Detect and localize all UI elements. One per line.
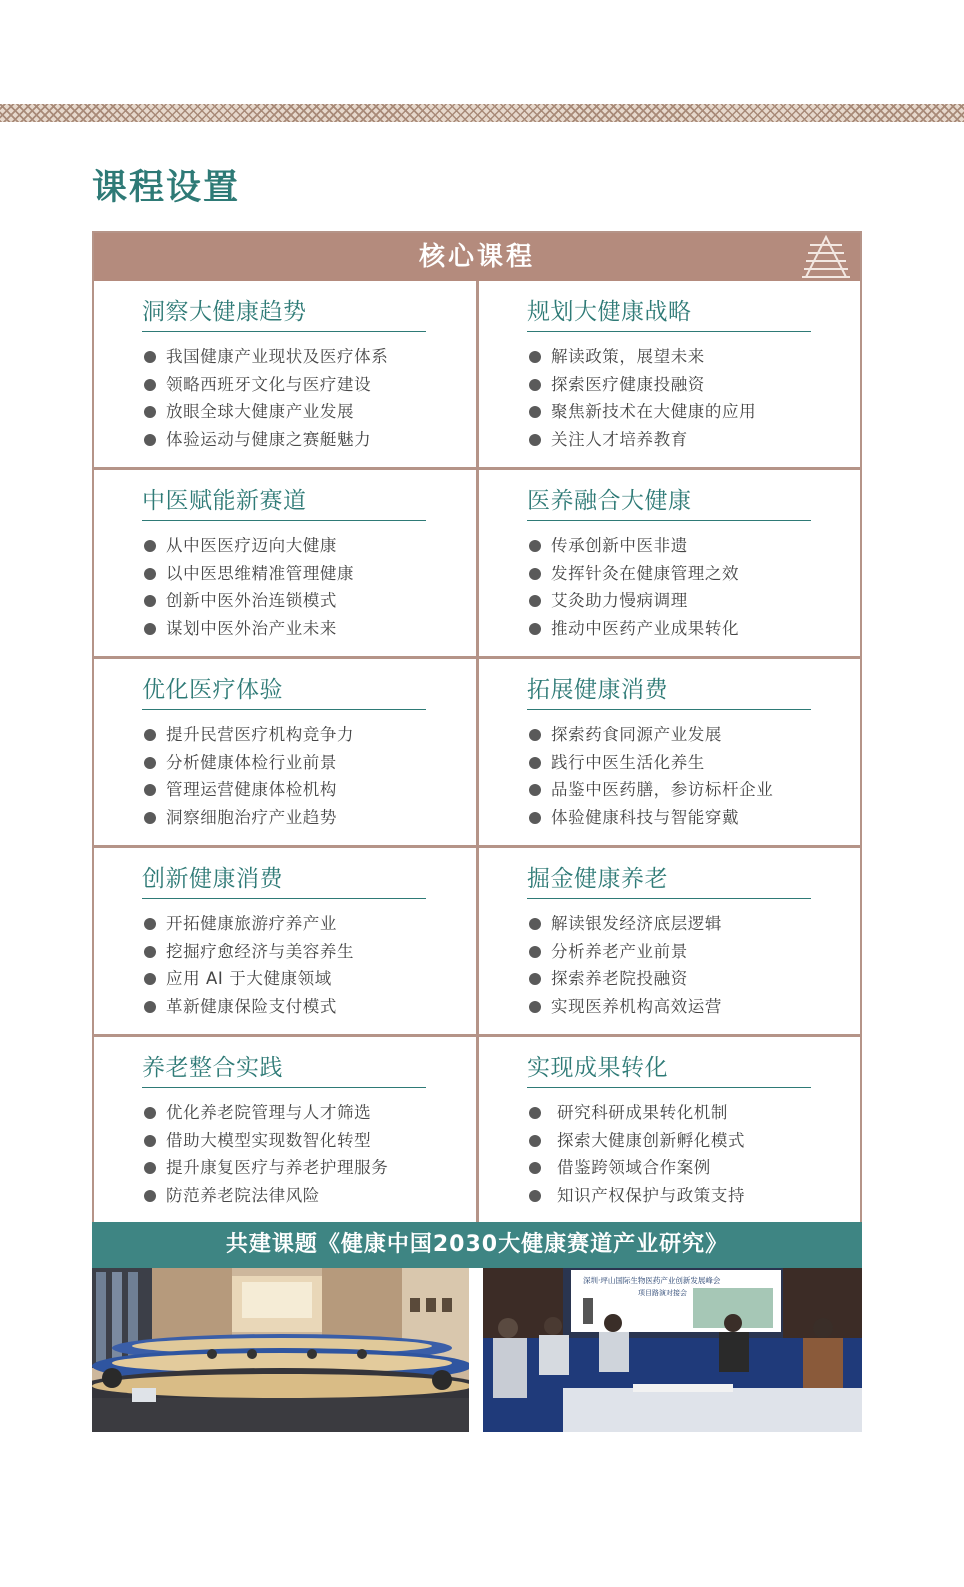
module-item: 优化养老院管理与人才筛选: [142, 1099, 388, 1127]
module-item: 聚焦新技术在大健康的应用: [527, 398, 756, 426]
module-item: 发挥针灸在健康管理之效: [527, 560, 739, 588]
module-item: 践行中医生活化养生: [527, 749, 773, 777]
module-cell: [94, 848, 477, 1037]
module-item-list: [142, 721, 354, 832]
module-item: 防范养老院法律风险: [142, 1182, 388, 1210]
module-item: 借鉴跨领域合作案例: [527, 1154, 745, 1182]
module-item: 领略西班牙文化与医疗建设: [142, 371, 388, 399]
module-title: 实现成果转化: [527, 1051, 811, 1088]
decorative-pattern-band: [0, 104, 964, 122]
module-title: 中医赋能新赛道: [142, 484, 426, 521]
module-item: 分析健康体检行业前景: [142, 749, 354, 777]
conference-photo: [483, 1268, 862, 1432]
module-item: 解读政策，展望未来: [527, 343, 756, 371]
module-item: 放眼全球大健康产业发展: [142, 398, 388, 426]
module-item: 应用 AI 于大健康领域: [142, 965, 354, 993]
module-item-list: [142, 532, 354, 643]
core-course-header: [94, 233, 860, 281]
module-item: 品鉴中医药膳，参访标杆企业: [527, 776, 773, 804]
module-item: 提升康复医疗与养老护理服务: [142, 1154, 388, 1182]
module-cell: [477, 848, 860, 1037]
module-item-list: [527, 343, 756, 454]
a-emblem-icon: [800, 235, 852, 279]
module-item: 探索养老院投融资: [527, 965, 722, 993]
module-item: 谋划中医外治产业未来: [142, 615, 354, 643]
module-item: 挖掘疗愈经济与美容养生: [142, 938, 354, 966]
module-item-list: [527, 910, 722, 1021]
module-item-list: [527, 721, 773, 832]
module-item-list: [142, 1099, 388, 1210]
module-item: 开拓健康旅游疗养产业: [142, 910, 354, 938]
classroom-photo: [92, 1268, 469, 1432]
research-topic-bar: 共建课题《健康中国2030大健康赛道产业研究》: [92, 1222, 862, 1268]
module-cell: [94, 281, 477, 470]
module-title: 医养融合大健康: [527, 484, 811, 521]
module-item-list: [142, 343, 388, 454]
module-title: 优化医疗体验: [142, 673, 426, 710]
module-cell: [477, 659, 860, 848]
module-item: 借助大模型实现数智化转型: [142, 1127, 388, 1155]
module-title: 养老整合实践: [142, 1051, 426, 1088]
module-item: 探索药食同源产业发展: [527, 721, 773, 749]
module-item-list: [142, 910, 354, 1021]
module-title: 规划大健康战略: [527, 295, 811, 332]
module-item: 体验健康科技与智能穿戴: [527, 804, 773, 832]
module-cell: [477, 1037, 860, 1226]
module-item-list: [527, 1099, 745, 1210]
module-item: 传承创新中医非遗: [527, 532, 739, 560]
module-item: 管理运营健康体检机构: [142, 776, 354, 804]
module-item: 提升民营医疗机构竞争力: [142, 721, 354, 749]
page-title: 课程设置: [92, 168, 241, 208]
module-item: 探索大健康创新孵化模式: [527, 1127, 745, 1155]
module-item-list: [527, 532, 739, 643]
conference-banner-subtitle: 项目路演对接会: [638, 1289, 687, 1297]
module-cell: [94, 1037, 477, 1226]
core-course-header-label: 核心课程: [418, 242, 535, 272]
module-cell: [477, 470, 860, 659]
module-item: 关注人才培养教育: [527, 426, 756, 454]
module-item: 实现医养机构高效运营: [527, 993, 722, 1021]
module-title: 掘金健康养老: [527, 862, 811, 899]
module-cell: [94, 659, 477, 848]
module-item: 推动中医药产业成果转化: [527, 615, 739, 643]
module-item: 研究科研成果转化机制: [527, 1099, 745, 1127]
core-course-table: [92, 231, 862, 1224]
conference-banner-title: 深圳·坪山国际生物医药产业创新发展峰会: [583, 1276, 721, 1285]
module-item: 分析养老产业前景: [527, 938, 722, 966]
module-item: 探索医疗健康投融资: [527, 371, 756, 399]
module-item: 体验运动与健康之赛艇魅力: [142, 426, 388, 454]
module-item: 革新健康保险支付模式: [142, 993, 354, 1021]
module-item: 从中医医疗迈向大健康: [142, 532, 354, 560]
module-item: 我国健康产业现状及医疗体系: [142, 343, 388, 371]
module-item: 知识产权保护与政策支持: [527, 1182, 745, 1210]
module-title: 拓展健康消费: [527, 673, 811, 710]
module-cell: [477, 281, 860, 470]
module-title: 洞察大健康趋势: [142, 295, 426, 332]
module-cell: [94, 470, 477, 659]
module-item: 创新中医外治连锁模式: [142, 587, 354, 615]
module-title: 创新健康消费: [142, 862, 426, 899]
module-item: 艾灸助力慢病调理: [527, 587, 739, 615]
module-item: 以中医思维精准管理健康: [142, 560, 354, 588]
module-item: 解读银发经济底层逻辑: [527, 910, 722, 938]
module-item: 洞察细胞治疗产业趋势: [142, 804, 354, 832]
